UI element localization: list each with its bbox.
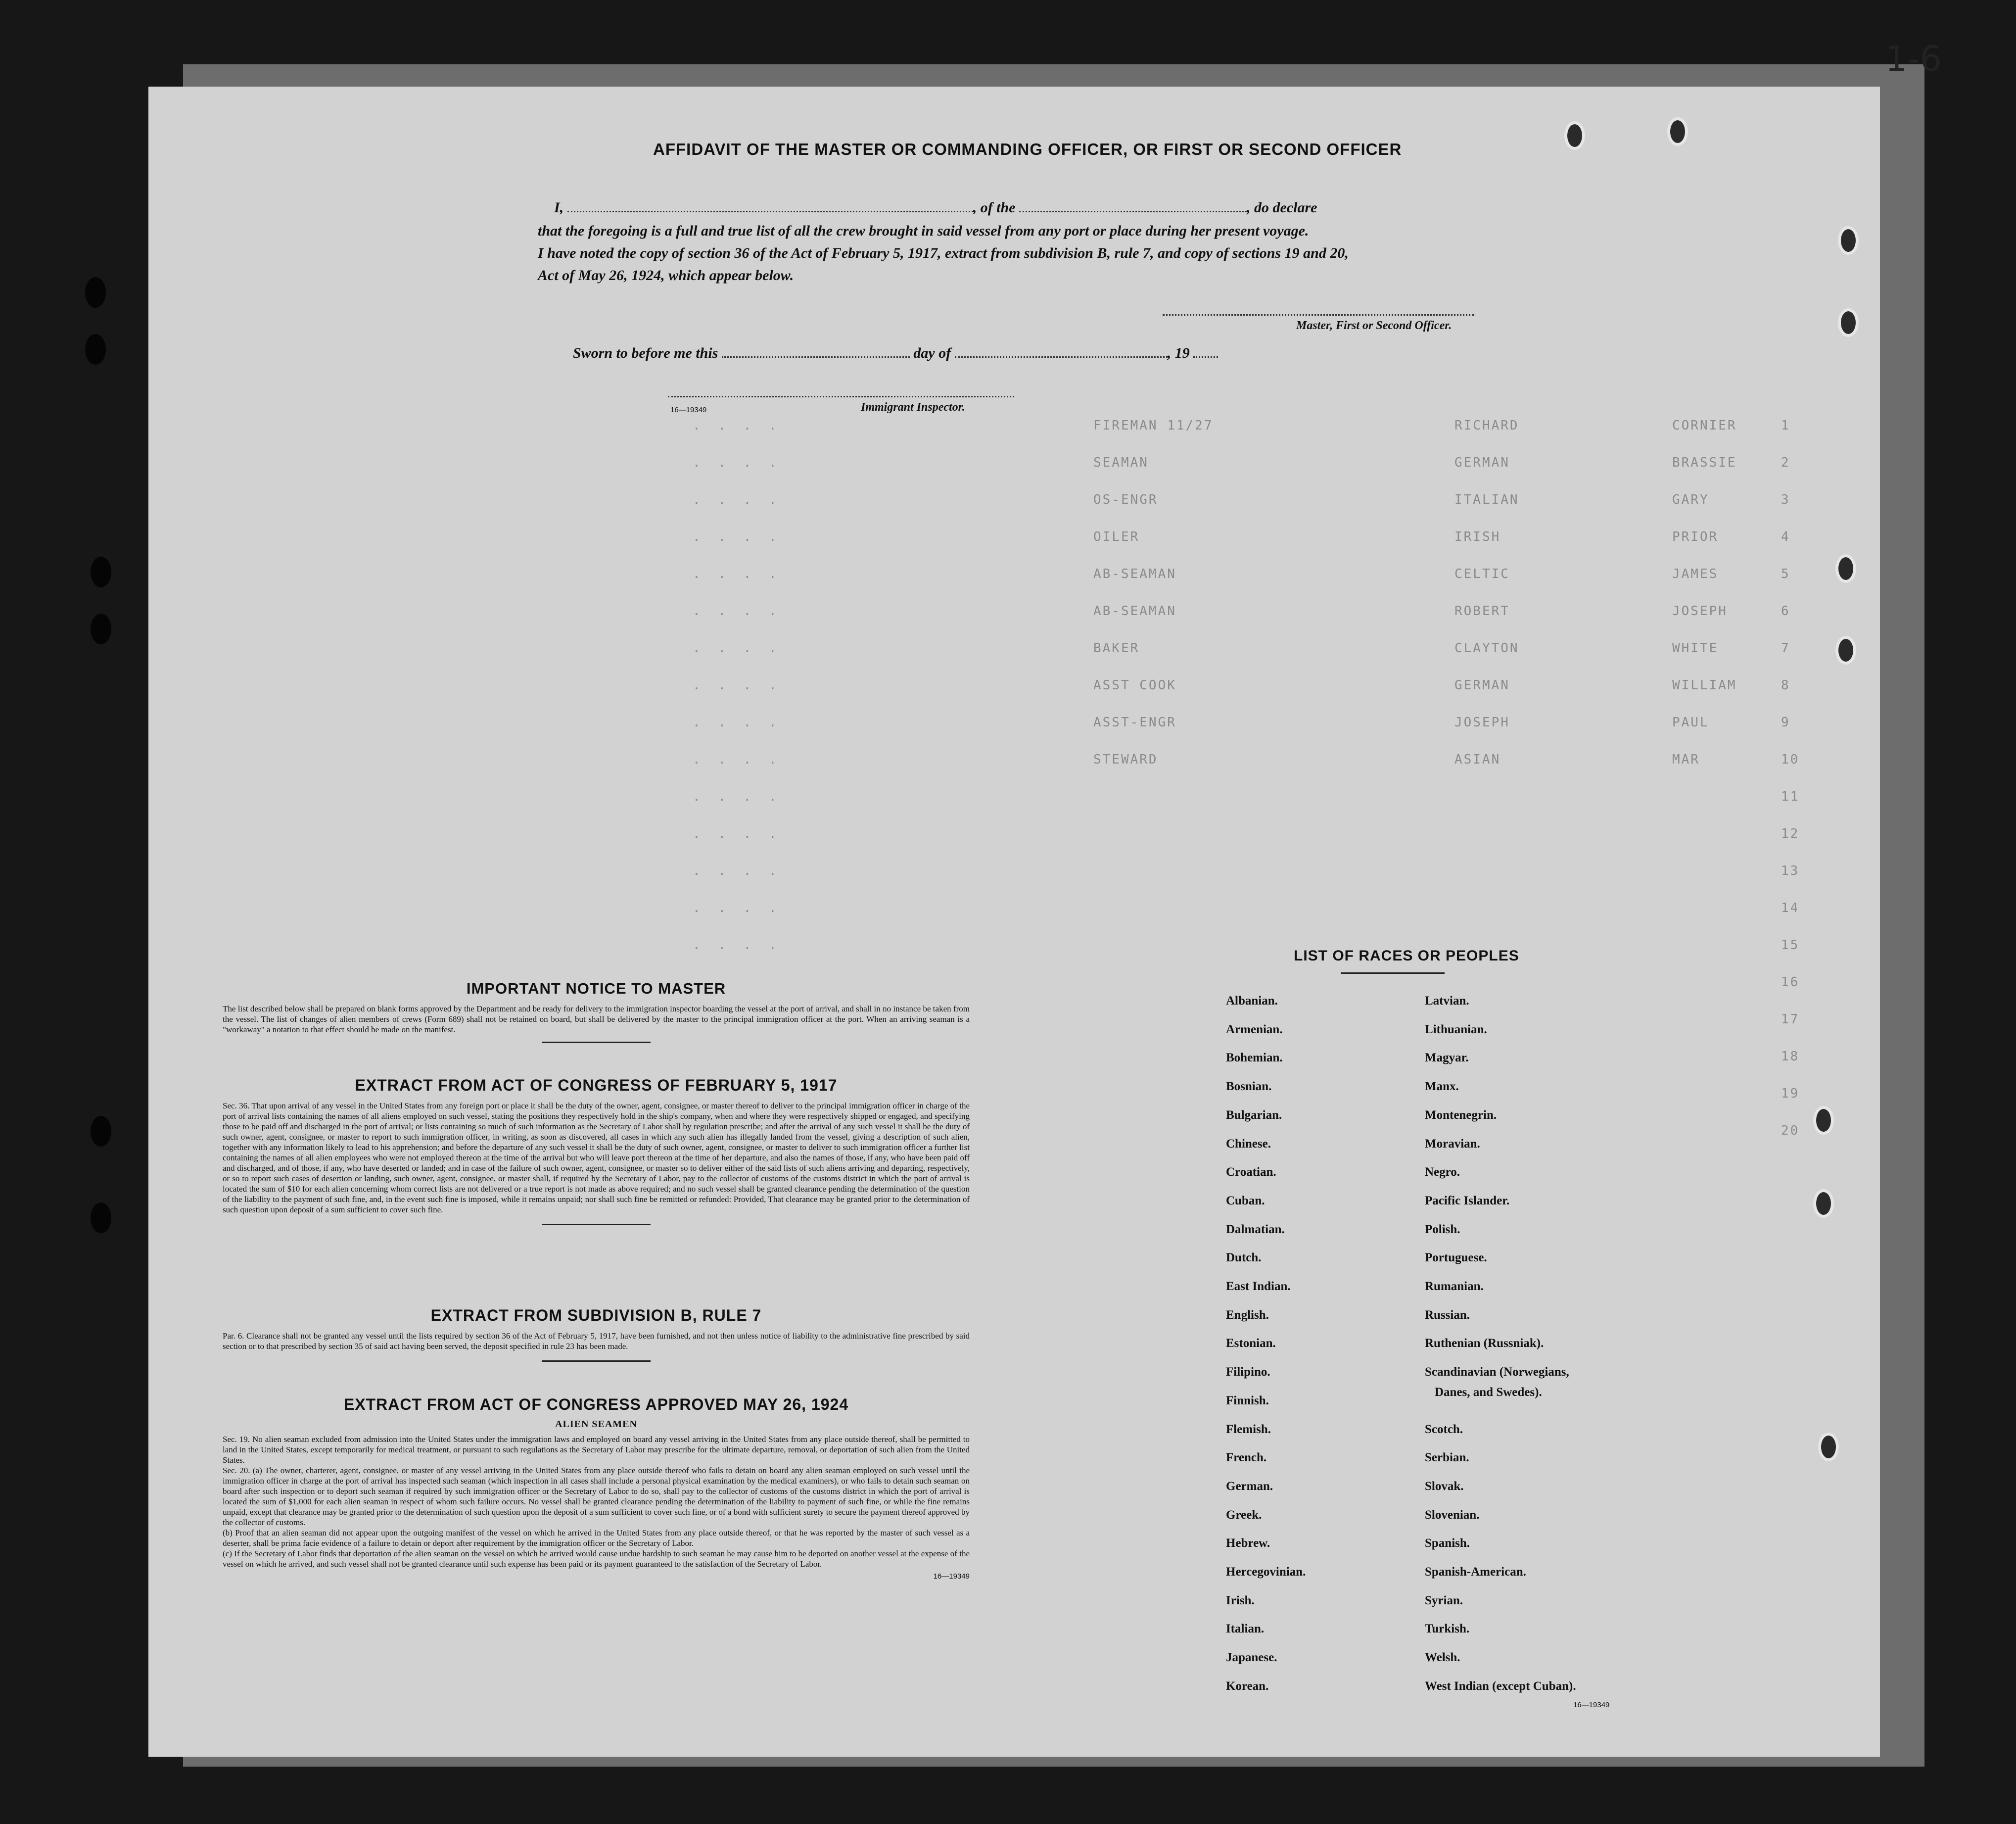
extract-rule7-section: [223, 1306, 970, 1362]
race-item: Cuban.: [1226, 1194, 1265, 1207]
race-item: Croatian.: [1226, 1165, 1276, 1179]
punch-hole: [91, 1116, 111, 1147]
race-item: Flemish.: [1226, 1422, 1271, 1436]
race-item: Bosnian.: [1226, 1080, 1272, 1094]
punch-hole: [91, 557, 111, 587]
race-item: Slovak.: [1425, 1479, 1464, 1493]
divider: [542, 1360, 651, 1362]
race-item: Manx.: [1425, 1080, 1459, 1094]
extract-1917-title: EXTRACT FROM ACT OF CONGRESS OF FEBRUARY 5, 1917: [355, 1076, 838, 1094]
race-item: Montenegrin.: [1425, 1108, 1497, 1122]
race-item: Chinese.: [1226, 1137, 1271, 1151]
sworn-label: Sworn to before me this: [573, 345, 718, 361]
race-item: Estonian.: [1226, 1337, 1276, 1350]
sec-20b-text: (b) Proof that an alien seaman did not appear upon the outgoing manifest of the vessel on which he arrived in the United States from any place outside thereof, or that he was reported by the master of such vessel as a deserter, shall be prima facie evidence of a failure to detain or deport after requirement by the immigration officer or the Secretary of Labor.: [223, 1528, 970, 1548]
punch-hole: [85, 334, 106, 365]
race-item: Slovenian.: [1425, 1508, 1480, 1522]
affidavit-line-4: Act of May 26, 1924, which appear below.: [538, 267, 794, 284]
race-item: Filipino.: [1226, 1365, 1270, 1379]
race-item: Serbian.: [1425, 1451, 1469, 1465]
race-item: Spanish-American.: [1425, 1565, 1526, 1579]
bleed-through-column: RICHARD GERMAN ITALIAN IRISH CELTIC ROBERT CLAYTON GERMAN JOSEPH ASIAN: [1454, 418, 1519, 767]
extract-rule7-text: Par. 6. Clearance shall not be granted any vessel until the lists required by section 36 of the Act of February 5, 1917, have been furnished, and not then unless notice of liability to the administrative fine prescribed by said section or to that prescribed by section 35 of said act having been served, the deposit specified in rule 23 has been made.: [223, 1331, 970, 1351]
affidavit-line-2: that the foregoing is a full and true list of all the crew brought in said vessel from any port or place during her present voyage.: [538, 223, 1309, 239]
extract-1924-subtitle: ALIEN SEAMEN: [555, 1419, 637, 1430]
year-label: , 19: [1167, 345, 1190, 361]
race-item: Pacific Islander.: [1425, 1194, 1510, 1207]
race-item: German.: [1226, 1479, 1273, 1493]
races-title: LIST OF RACES OR PEOPLES: [1294, 948, 1519, 964]
punch-hole: [1818, 1433, 1839, 1461]
race-item: Russian.: [1425, 1308, 1470, 1322]
do-declare-label: , do declare: [1247, 199, 1317, 216]
race-scandinavian-cont: Danes, and Swedes).: [1435, 1386, 1542, 1399]
corner-mark: 1-6: [1885, 39, 1942, 79]
of-the-label: , of the: [973, 199, 1016, 216]
race-item: East Indian.: [1226, 1280, 1291, 1293]
race-item: French.: [1226, 1451, 1267, 1465]
race-item: Polish.: [1425, 1222, 1460, 1236]
bleed-through-column: CORNIER BRASSIE GARY PRIOR JAMES JOSEPH WHITE WILLIAM PAUL MAR: [1672, 418, 1737, 767]
punch-hole: [91, 614, 111, 644]
punch-hole: [1564, 121, 1585, 150]
punch-hole: [1838, 308, 1859, 337]
punch-hole: [85, 277, 106, 308]
affidavit-line-1: [554, 199, 1317, 216]
race-item: Syrian.: [1425, 1593, 1463, 1607]
extract-1917-text: Sec. 36. That upon arrival of any vessel in the United States from any foreign port or place it shall be the duty of the owner, agent, consignee, or master thereof to deliver to the principal immigration officer in charge of the port of arrival lists containing the names of all aliens employed on such vessel, stating the positions they respectively hold in the ship's company, when and where they were respectively shipped or engaged, and specifying those to be paid off and discharged in the port of arrival; or lists containing so much of such information as the Secretary of Labor shall by regulation prescribe; and after the arrival of any such vessel it shall be the duty of such owner, agent, consignee, or master to report to such immigration officer, in writing, as soon as discovered, all cases in which any such alien has illegally landed from the vessel, giving a description of such alien, together with any information likely to lead to his apprehension; and before the departure of any such vessel it shall be the duty of such owner, agent, consignee, or master to deliver to such immigration officer a further list containing the names of all alien employees who were not employed thereon at the time of the arrival but who will leave port thereon at the time of her departure, and also the names of those, if any, who have been paid off and discharged, and of those, if any, who have deserted or landed; and in case of the failure of such owner, agent, consignee, or master so to deliver either of the said lists of such aliens arriving and departing, respectively, or so to report such cases of desertion or landing, such owner, agent, consignee, or master shall, if required by the Secretary of Labor, pay to the collector of customs of the customs district in which the port of arrival is located the sum of $10 for each alien concerning whom correct lists are not delivered or a true report is not made as above required; and no such vessel shall be granted clearance pending the determination of the question of the liability to the payment of such fine, and, in the event such fine is imposed, while it remains unpaid; nor shall such fine be remitted or refunded: Provided, That clearance may be granted prior to the determination of such question upon deposit of a sum sufficient to cover such fine.: [223, 1101, 970, 1214]
inspector-label: Immigrant Inspector.: [861, 401, 965, 414]
race-item: Welsh.: [1425, 1651, 1460, 1665]
punch-hole: [1835, 554, 1856, 583]
punch-hole: [1838, 226, 1859, 255]
race-item: Scandinavian (Norwegians,: [1425, 1365, 1569, 1379]
sworn-line: [573, 345, 1218, 362]
divider: [542, 1042, 651, 1043]
affidavit-i: I,: [554, 199, 564, 216]
race-item: Spanish.: [1425, 1536, 1470, 1550]
extract-1924-title: EXTRACT FROM ACT OF CONGRESS APPROVED MAY 26, 1924: [343, 1395, 849, 1413]
punch-hole: [1813, 1189, 1834, 1218]
inspector-signature-line[interactable]: [668, 396, 1014, 397]
race-item: English.: [1226, 1308, 1269, 1322]
race-item: Moravian.: [1425, 1137, 1480, 1151]
race-item: Ruthenian (Russniak).: [1425, 1337, 1544, 1350]
race-item: Bulgarian.: [1226, 1108, 1282, 1122]
vessel-blank[interactable]: [1019, 200, 1247, 212]
race-item: Latvian.: [1425, 994, 1469, 1008]
punch-hole: [1667, 117, 1688, 146]
extract-1924-section: [223, 1395, 970, 1581]
race-item: Dutch.: [1226, 1251, 1262, 1265]
race-item: Japanese.: [1226, 1651, 1277, 1665]
race-item: Negro.: [1425, 1165, 1460, 1179]
race-item: Scotch.: [1425, 1422, 1463, 1436]
race-item: Albanian.: [1226, 994, 1278, 1008]
race-item: Armenian.: [1226, 1022, 1283, 1036]
race-item: Hercegovinian.: [1226, 1565, 1306, 1579]
sec-20a-text: Sec. 20. (a) The owner, charterer, agent, consignee, or master of any vessel arriving in the United States from any place outside thereof who fails to detain on board any alien seaman employed on such vessel until the immigration officer in charge at the port of arrival has inspected such seaman (which inspection in all cases shall include a personal physical examination by the medical examiners), or who fails to detain such seaman on board after such inspection or to deport such seaman if required by such immigration officer or the Secretary of Labor to do so, shall pay to the collector of customs of the customs district in which the port of arrival is located the sum of $1,000 for each alien seaman in respect of whom such failure occurs. No vessel shall be granted clearance pending the determination of the liability to payment of such fine, or while the fine remains unpaid, except that clearance may be granted prior to the determination of such question upon the deposit of a sum sufficient to cover such fine, or of a bond with sufficient surety to secure the payment thereof approved by the collector of customs.: [223, 1466, 970, 1527]
master-signature-line[interactable]: [1163, 314, 1474, 316]
race-item: Finnish.: [1226, 1393, 1269, 1407]
affidavit-sheet: [148, 87, 1880, 1757]
race-item: Dalmatian.: [1226, 1222, 1285, 1236]
extract-form-number: 16—19349: [933, 1572, 970, 1581]
race-item: Hebrew.: [1226, 1536, 1270, 1550]
sworn-year-blank[interactable]: [1193, 345, 1218, 358]
master-signature-label: Master, First or Second Officer.: [1296, 319, 1452, 332]
sworn-day-blank[interactable]: [722, 345, 910, 358]
sec-20c-text: (c) If the Secretary of Labor finds that deportation of the alien seaman on the vessel on which he arrived would cause undue hardship to such seaman he may cause him to be deported on another vessel at the expense of the vessel on which he arrived, and such vessel shall not be granted clearance until such expense has been paid or its payment guaranteed to the satisfaction of the Secretary of Labor.: [223, 1549, 970, 1569]
notice-section: [223, 980, 970, 1043]
race-item: Turkish.: [1425, 1622, 1470, 1636]
extract-rule7-title: EXTRACT FROM SUBDIVISION B, RULE 7: [430, 1306, 762, 1324]
race-item: Korean.: [1226, 1679, 1269, 1693]
race-item: Rumanian.: [1425, 1280, 1484, 1293]
sec-19-text: Sec. 19. No alien seaman excluded from admission into the United States under the immigration laws and employed on board any vessel arriving in the United States from any place outside thereof, shall be permitted to land in the United States, except temporarily for medical treatment, or pursuant to such regulations as the Secretary of Labor may prescribe for the ultimate departure, removal, or deportation of such alien from the United States.: [223, 1435, 970, 1465]
race-item: Bohemian.: [1226, 1051, 1283, 1065]
notice-text: The list described below shall be prepared on blank forms approved by the Department and be ready for delivery to the immigration inspector boarding the vessel at the port of arrival, and shall in no instance be taken from the vessel. The list of changes of alien members of crews (Form 689) shall not be retained on board, but shall be delivered by the master to the principal immigration officer at the port. When an arriving seaman is a "workaway" a notation to that effect should be made on the manifest.: [223, 1004, 970, 1034]
race-item: Portuguese.: [1425, 1251, 1487, 1265]
punch-hole: [1813, 1106, 1834, 1135]
race-item: Italian.: [1226, 1622, 1265, 1636]
punch-hole: [91, 1202, 111, 1233]
name-blank[interactable]: [567, 200, 973, 212]
divider: [542, 1224, 651, 1225]
races-form-number: 16—19349: [1573, 1701, 1610, 1709]
affidavit-form-number: 16—19349: [670, 406, 707, 414]
punch-hole: [1835, 636, 1856, 665]
bleed-through-column: FIREMAN 11/27 SEAMAN OS-ENGR OILER AB-SEAMAN AB-SEAMAN BAKER ASST COOK ASST-ENGR STEWARD: [1093, 418, 1214, 767]
bleed-through-numbers: 1 2 3 4 5 6 7 8 9 10 11 12 13 14 15 16 17 18 19 20: [1781, 418, 1800, 1138]
race-item: Magyar.: [1425, 1051, 1469, 1065]
divider: [1341, 972, 1445, 974]
race-item: Irish.: [1226, 1593, 1255, 1607]
extract-1917-section: [223, 1076, 970, 1225]
notice-title: IMPORTANT NOTICE TO MASTER: [466, 980, 726, 997]
race-item: Lithuanian.: [1425, 1022, 1487, 1036]
race-item: West Indian (except Cuban).: [1425, 1679, 1576, 1693]
race-item: Greek.: [1226, 1508, 1262, 1522]
sworn-month-blank[interactable]: [955, 345, 1168, 358]
bleed-through-column: . . . . . . . . . . . . . . . . . . . . . . . . . . . . . . . . . . . . . . . . . . . . . . . . . . . . . . . . . . . .: [693, 418, 782, 953]
affidavit-title: AFFIDAVIT OF THE MASTER OR COMMANDING OFFICER, OR FIRST OR SECOND OFFICER: [653, 140, 1402, 158]
day-of-label: day of: [913, 345, 951, 361]
affidavit-line-3: I have noted the copy of section 36 of the Act of February 5, 1917, extract from subdivision B, rule 7, and copy of sections 19 and 20,: [538, 245, 1349, 261]
